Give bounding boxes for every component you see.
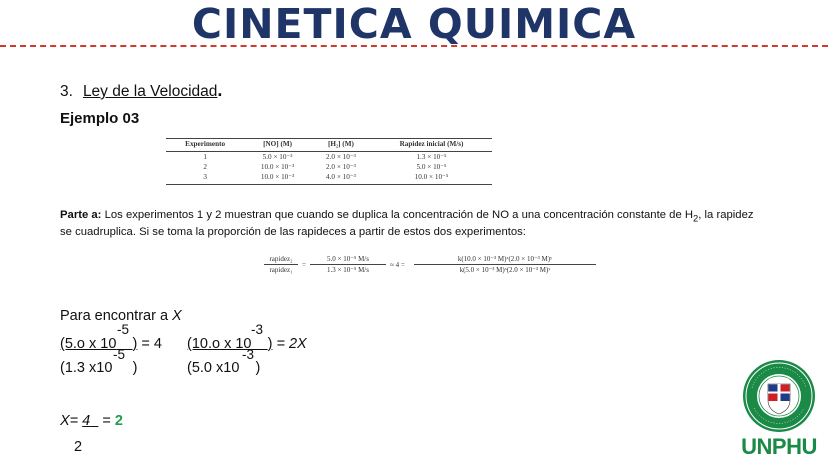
frac1-denominator-close: ) — [132, 360, 138, 376]
column-header: [H₂] (M) — [311, 139, 371, 152]
exponent-b: -3 — [251, 322, 264, 337]
middle-fraction — [310, 255, 386, 274]
frac2-numerator — [187, 336, 272, 352]
rhs-fraction — [414, 255, 596, 274]
example-label: Ejemplo 03 — [60, 110, 140, 127]
frac1-denominator — [60, 360, 137, 376]
lhs-fraction — [264, 255, 298, 274]
frac1-numerator-close: ) — [132, 336, 138, 352]
approx-four: ≈ 4 = — [390, 261, 405, 269]
table-cell: 1.3 × 10⁻⁵ — [416, 153, 447, 161]
table-cell: 2.0 × 10⁻³ — [326, 153, 356, 161]
frac2-denominator-text: (5.0 x10 — [187, 360, 240, 376]
work-intro-text: Para encontrar a — [60, 308, 173, 324]
table-cell: 10.0 × 10⁻⁵ — [371, 172, 492, 185]
table-row — [166, 152, 492, 163]
table-cell: 1 — [203, 153, 207, 161]
answer-prefix: X= — [60, 413, 83, 429]
table-cell: 2 — [203, 163, 207, 171]
table-cell: 10.0 × 10⁻³ — [244, 172, 311, 185]
lhs-numerator: rapidez₂ — [264, 255, 298, 265]
frac1-numerator — [60, 336, 137, 352]
rhs-numerator: k(10.0 × 10⁻³ M)ˣ(2.0 × 10⁻³ M)ʸ — [414, 255, 596, 265]
table-cell: 5.0 × 10⁻³ — [262, 153, 293, 161]
middle-numerator: 5.0 × 10⁻⁵ M/s — [310, 255, 386, 265]
unphu-seal-icon — [738, 358, 820, 462]
work-intro-variable: X — [172, 308, 182, 324]
table-row — [166, 162, 492, 172]
answer-value: 2 — [114, 413, 123, 429]
rhs-denominator: k(5.0 × 10⁻³ M)ˣ(2.0 × 10⁻³ M)ʸ — [459, 266, 551, 274]
section-dot: . — [217, 80, 223, 100]
answer-line — [60, 413, 123, 429]
logo-wordmark: UNPHU — [741, 434, 817, 459]
frac2-numerator-text: (10.o x 10 — [187, 336, 252, 352]
answer-denominator: 2 — [74, 439, 83, 455]
lhs-denominator: rapidez₁ — [269, 266, 293, 274]
parte-label: Parte a: — [60, 209, 102, 221]
table-row — [166, 172, 492, 185]
frac1-numerator-text: (5.o x 10 — [60, 336, 117, 352]
title-divider — [0, 45, 828, 47]
equals-two-x: = 2X — [272, 336, 307, 352]
column-header: [NO] (M) — [244, 139, 311, 152]
table-cell: 10.0 × 10⁻³ — [260, 163, 295, 171]
answer-equals: = — [98, 413, 115, 429]
exponent-c: -5 — [113, 347, 126, 362]
table-cell: 2.0 × 10⁻³ — [326, 163, 356, 171]
parte-text-1: Los experimentos 1 y 2 muestran que cuando se duplica la concentración de NO a una concentración constante de H — [101, 209, 694, 221]
answer-fraction-numerator — [82, 413, 98, 429]
table-cell: 3 — [166, 172, 244, 185]
section-heading — [60, 80, 222, 101]
column-header: Rapidez inicial (M/s) — [371, 139, 492, 152]
section-text: Ley de la Velocidad — [82, 83, 218, 100]
column-header: Experimento — [166, 139, 244, 152]
middle-denominator: 1.3 × 10⁻⁵ M/s — [327, 266, 369, 274]
slide-title: CINETICA QUIMICA — [191, 0, 637, 48]
parte-subscript: 2 — [693, 212, 699, 224]
frac1-denominator-text: (1.3 x10 — [60, 360, 113, 376]
section-number: 3. — [60, 83, 73, 100]
answer-numerator: 4 — [82, 413, 91, 429]
equals-sign: = — [302, 261, 306, 269]
frac2-denominator — [187, 360, 260, 376]
table-cell: 5.0 × 10⁻⁵ — [416, 163, 447, 171]
numerator-line — [60, 336, 162, 352]
parte-a-paragraph — [60, 208, 760, 240]
frac2-numerator-close: ) — [267, 336, 273, 352]
rate-ratio-formula — [264, 252, 604, 286]
table-cell: 4.0 × 10⁻³ — [311, 172, 371, 185]
frac2-denominator-close: ) — [255, 360, 261, 376]
exponent-a: -5 — [117, 322, 130, 337]
exponent-d: -3 — [242, 347, 255, 362]
equals-four: = 4 — [137, 336, 162, 352]
experiment-table — [166, 138, 492, 185]
unphu-logo — [738, 358, 820, 462]
parte-text-2: , la rapidez se cuadruplica. Si se toma la proporción de las rapideces a partir de estos dos experimentos: — [60, 209, 754, 239]
table-header-row — [166, 139, 492, 152]
